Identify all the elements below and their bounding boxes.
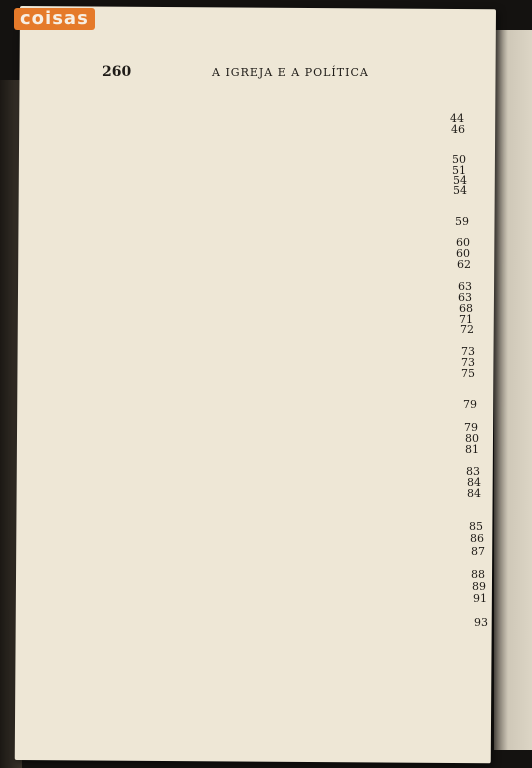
- toc-page-number-p79a: 79: [463, 398, 477, 411]
- toc-page-number-p62: 62: [457, 258, 471, 271]
- toc-page-number-p84a: 84: [467, 476, 481, 489]
- book-page: [15, 6, 496, 763]
- toc-page-number-p63a: 63: [458, 280, 472, 293]
- toc-page-number-p84b: 84: [467, 487, 481, 500]
- toc-page-number-p59: 59: [455, 215, 469, 228]
- toc-page-number-p51: 51: [452, 164, 466, 177]
- adjacent-page-edge: [494, 30, 532, 750]
- toc-page-number-p89: 89: [472, 580, 486, 593]
- toc-page-number-p71: 71: [459, 313, 473, 326]
- toc-page-number-p81: 81: [465, 443, 479, 456]
- toc-page-number-p60a: 60: [456, 236, 470, 249]
- toc-page-number-p44: 44: [450, 112, 464, 125]
- toc-page-number-p91: 91: [473, 592, 487, 605]
- toc-page-number-p75: 75: [461, 367, 475, 380]
- toc-page-number-p63b: 63: [458, 291, 472, 304]
- toc-page-number-p73a: 73: [461, 345, 475, 358]
- toc-page-number-p54a: 54: [453, 174, 467, 187]
- running-title: A IGREJA E A POLÍTICA: [212, 66, 369, 79]
- toc-page-number-p88: 88: [471, 568, 485, 581]
- toc-page-number-p87: 87: [471, 545, 485, 558]
- site-watermark: coisas: [14, 8, 95, 30]
- toc-page-number-p72: 72: [460, 323, 474, 336]
- toc-page-number-p85: 85: [469, 520, 483, 533]
- toc-page-number-p79b: 79: [464, 421, 478, 434]
- toc-page-number-p86: 86: [470, 532, 484, 545]
- page-number: 260: [102, 64, 132, 80]
- toc-page-number-p93: 93: [474, 616, 488, 629]
- toc-page-number-p73b: 73: [461, 356, 475, 369]
- toc-page-number-p80: 80: [465, 432, 479, 445]
- toc-page-number-p50: 50: [452, 153, 466, 166]
- toc-page-number-p60b: 60: [456, 247, 470, 260]
- toc-page-number-p68: 68: [459, 302, 473, 315]
- toc-page-number-p83: 83: [466, 465, 480, 478]
- toc-page-number-p54b: 54: [453, 184, 467, 197]
- toc-page-number-p46: 46: [451, 123, 465, 136]
